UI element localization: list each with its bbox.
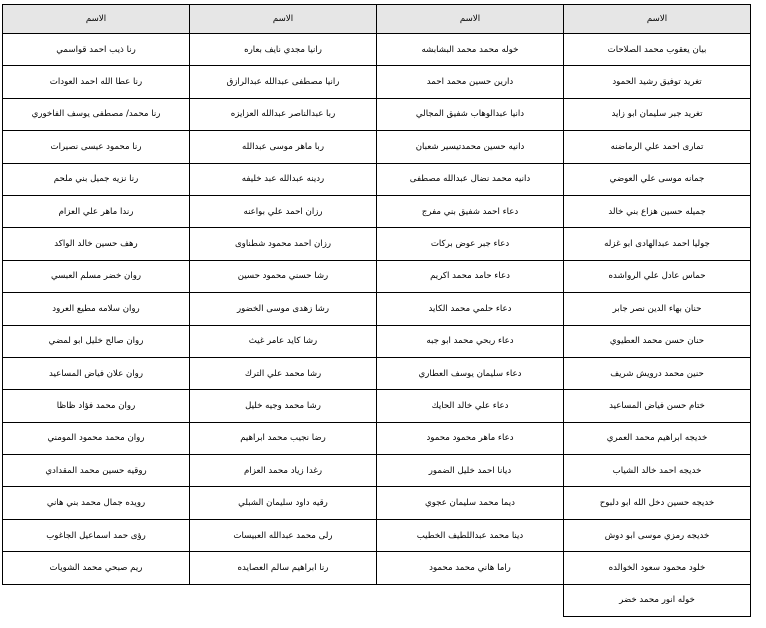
- name-cell: رشا كايد عامر غيث: [190, 325, 377, 357]
- table-row: [3, 66, 751, 98]
- column-header-name-3: الاسم: [190, 5, 377, 34]
- name-cell: رشا محمد علي الترك: [190, 357, 377, 389]
- name-cell: دعاء احمد شفيق بني مفرج: [377, 195, 564, 227]
- name-cell: رقيه داود سليمان الشبلي: [190, 487, 377, 519]
- name-cell: دعاء ماهر محمود محمود: [377, 422, 564, 454]
- name-cell: رنا ذيب احمد قواسمي: [3, 34, 190, 66]
- table-row: [3, 584, 751, 616]
- name-cell: دانيا عبدالوهاب شفيق المجالي: [377, 98, 564, 130]
- name-cell: خوله انور محمد خضر: [564, 584, 751, 616]
- name-cell: دعاء ربحي محمد ابو جبه: [377, 325, 564, 357]
- name-cell: رضا نجيب محمد ابراهيم: [190, 422, 377, 454]
- table-row: [3, 519, 751, 551]
- name-cell: ربا ماهر موسى عبدالله: [190, 131, 377, 163]
- names-table: [2, 4, 751, 617]
- name-cell: دانيه حسين محمدتيسير شعبان: [377, 131, 564, 163]
- table-row: [3, 34, 751, 66]
- name-cell: روان علان فياض المساعيد: [3, 357, 190, 389]
- name-cell: خديجه ابراهيم محمد العمري: [564, 422, 751, 454]
- name-cell: تغريد توفيق رشيد الحمود: [564, 66, 751, 98]
- name-cell: روان محمد فؤاد ظاظا: [3, 390, 190, 422]
- empty-cell: [3, 584, 190, 616]
- table-row: [3, 390, 751, 422]
- name-cell: رزان احمد علي بواعنه: [190, 195, 377, 227]
- name-cell: دعاء حامد محمد اكريم: [377, 260, 564, 292]
- name-cell: دعاء علي خالد الحايك: [377, 390, 564, 422]
- column-header-name-1: الاسم: [564, 5, 751, 34]
- table-row: [3, 357, 751, 389]
- name-cell: حنان بهاء الدين نصر جابر: [564, 293, 751, 325]
- name-cell: تغريد جبر سليمان ابو زايد: [564, 98, 751, 130]
- name-cell: بيان يعقوب محمد الصلاحات: [564, 34, 751, 66]
- table-row: [3, 98, 751, 130]
- name-cell: روقيه حسين محمد المقدادي: [3, 455, 190, 487]
- name-cell: حنان حسن محمد العطيوي: [564, 325, 751, 357]
- name-cell: روان سلامه مطيع العرود: [3, 293, 190, 325]
- name-cell: خديجه رمزي موسى ابو دوش: [564, 519, 751, 551]
- name-cell: روان خضر مسلم العبسي: [3, 260, 190, 292]
- name-cell: رزان احمد محمود شطناوى: [190, 228, 377, 260]
- name-cell: خديجه احمد خالد الشياب: [564, 455, 751, 487]
- name-cell: دينا محمد عبداللطيف الخطيب: [377, 519, 564, 551]
- name-cell: رؤى حمد اسماعيل الجاغوب: [3, 519, 190, 551]
- name-cell: دعاء حلمي محمد الكايد: [377, 293, 564, 325]
- name-cell: دعاء جبر عوض بركات: [377, 228, 564, 260]
- names-table-body: [3, 34, 751, 617]
- name-cell: دعاء سليمان يوسف العطاري: [377, 357, 564, 389]
- table-row: [3, 163, 751, 195]
- empty-cell: [190, 584, 377, 616]
- name-cell: روان صالح خليل ابو لمضي: [3, 325, 190, 357]
- name-cell: رشا حسني محمود حسين: [190, 260, 377, 292]
- table-row: [3, 422, 751, 454]
- name-cell: خوله محمد محمد البشابشه: [377, 34, 564, 66]
- name-cell: دانيه محمد نضال عبدالله مصطفى: [377, 163, 564, 195]
- name-cell: راما هاني محمد محمود: [377, 552, 564, 584]
- name-cell: رنا ابراهيم سالم العصايده: [190, 552, 377, 584]
- name-cell: ختام حسن فياض المساعيد: [564, 390, 751, 422]
- table-row: [3, 552, 751, 584]
- name-cell: حماس عادل علي الرواشده: [564, 260, 751, 292]
- name-cell: رشا محمد وجيه خليل: [190, 390, 377, 422]
- table-row: [3, 325, 751, 357]
- name-cell: جميله حسين هزاع بني خالد: [564, 195, 751, 227]
- name-cell: رندا ماهر علي العزام: [3, 195, 190, 227]
- empty-cell: [377, 584, 564, 616]
- column-header-name-4: الاسم: [3, 5, 190, 34]
- name-cell: تمارى احمد علي الرماضنه: [564, 131, 751, 163]
- name-cell: رانيا مصطفى عبدالله عبدالرازق: [190, 66, 377, 98]
- table-row: [3, 293, 751, 325]
- name-cell: رغدا زياد محمد العزام: [190, 455, 377, 487]
- name-cell: ريم صبحي محمد الشويات: [3, 552, 190, 584]
- name-cell: رنا محمد/ مصطفى يوسف الفاخوري: [3, 98, 190, 130]
- name-cell: رانيا مجدي نايف بعاره: [190, 34, 377, 66]
- name-cell: ربا عبدالناصر عبدالله العزايزه: [190, 98, 377, 130]
- name-cell: جمانه موسى علي العوضي: [564, 163, 751, 195]
- name-cell: دارين حسين محمد احمد: [377, 66, 564, 98]
- name-cell: روان محمد محمود المومني: [3, 422, 190, 454]
- table-row: [3, 260, 751, 292]
- table-row: [3, 195, 751, 227]
- name-cell: رنا نزيه جميل بني ملحم: [3, 163, 190, 195]
- name-cell: خلود محمود سعود الخوالده: [564, 552, 751, 584]
- name-cell: جوليا احمد عبدالهادى ابو غزله: [564, 228, 751, 260]
- name-cell: ردينه عبدالله عبد خليفه: [190, 163, 377, 195]
- table-row: [3, 228, 751, 260]
- name-cell: رلى محمد عبدالله العبيسات: [190, 519, 377, 551]
- name-cell: رنا عطا الله احمد العودات: [3, 66, 190, 98]
- header-row: [3, 5, 751, 34]
- name-cell: رشا زهدى موسى الخضور: [190, 293, 377, 325]
- name-cell: حنين محمد درويش شريف: [564, 357, 751, 389]
- table-row: [3, 487, 751, 519]
- name-cell: ديما محمد سليمان عجوي: [377, 487, 564, 519]
- table-row: [3, 131, 751, 163]
- name-cell: ديانا احمد خليل الضمور: [377, 455, 564, 487]
- name-cell: خديجه حسين دخل الله ابو دلبوح: [564, 487, 751, 519]
- table-row: [3, 455, 751, 487]
- name-cell: رهف حسين خالد الواكد: [3, 228, 190, 260]
- column-header-name-2: الاسم: [377, 5, 564, 34]
- name-cell: رويده جمال محمد بني هاني: [3, 487, 190, 519]
- name-cell: رنا محمود عيسى نصيرات: [3, 131, 190, 163]
